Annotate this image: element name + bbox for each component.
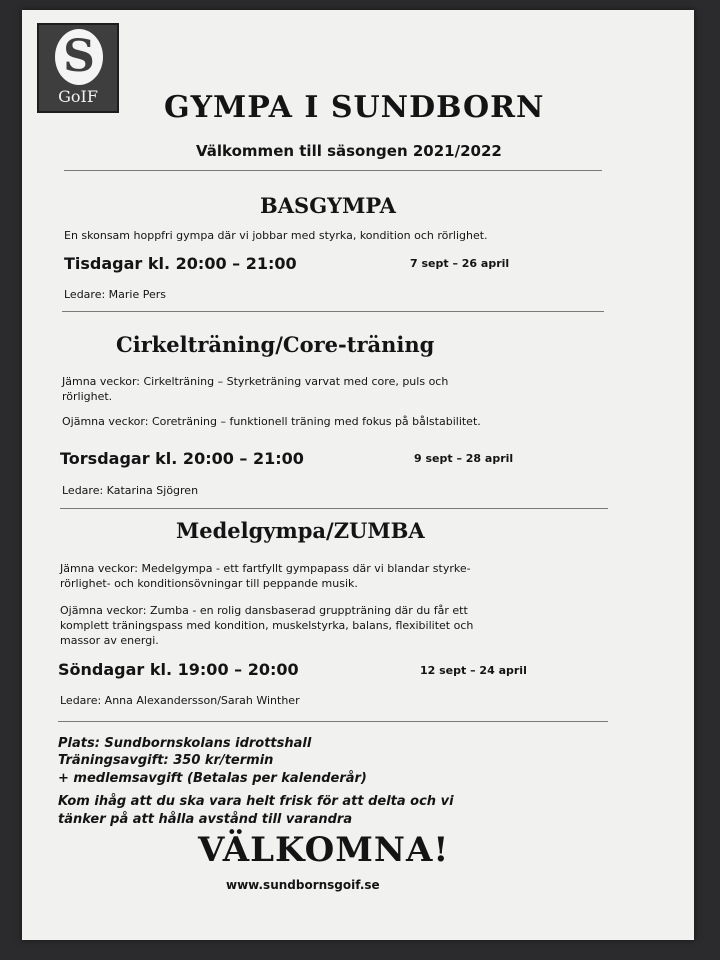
medel-even-line1: Jämna veckor: Medelgympa - ett fartfyllt gympapass där vi blandar styrke- [60,562,471,575]
season-subtitle: Välkommen till säsongen 2021/2022 [196,142,502,160]
divider [64,170,602,171]
logo-s-glyph: S [55,29,103,85]
medel-dates: 12 sept – 24 april [420,664,527,677]
basgympa-time: Tisdagar kl. 20:00 – 21:00 [64,254,297,273]
medel-odd-line3: massor av energi. [60,634,159,647]
medel-leader: Ledare: Anna Alexandersson/Sarah Winther [60,694,300,707]
logo-text: GoIF [58,87,98,106]
medel-even-line2: rörlighet- och konditionsövningar till peppande musik. [60,577,358,590]
medel-odd-line2: komplett träningspass med kondition, muskelstyrka, balans, flexibilitet och [60,619,474,632]
divider [60,508,608,509]
health-reminder-line2: tänker på att hålla avstånd till varandra [58,812,353,827]
location-info: Plats: Sundbornskolans idrottshall [58,736,312,751]
divider [58,721,608,722]
cirkel-dates: 9 sept – 28 april [414,452,514,465]
cirkel-even-line1: Jämna veckor: Cirkelträning – Styrketräning varvat med core, puls och [62,375,449,388]
medel-heading: Medelgympa/ZUMBA [176,518,425,543]
cirkel-odd: Ojämna veckor: Coreträning – funktionell träning med fokus på bålstabilitet. [62,415,481,428]
basgympa-dates: 7 sept – 26 april [410,257,510,270]
basgympa-heading: BASGYMPA [260,193,396,218]
cirkel-time: Torsdagar kl. 20:00 – 21:00 [60,449,304,468]
cirkel-leader: Ledare: Katarina Sjögren [62,484,199,497]
basgympa-leader: Ledare: Marie Pers [64,288,167,301]
cirkel-heading: Cirkelträning/Core-träning [116,332,435,357]
cirkel-even-line2: rörlighet. [62,390,113,403]
welcome-heading: VÄLKOMNA! [198,830,450,870]
club-logo [37,23,119,113]
health-reminder-line1: Kom ihåg att du ska vara helt frisk för att delta och vi [58,794,454,809]
medel-time: Söndagar kl. 19:00 – 20:00 [58,660,299,679]
fee-info: Träningsavgift: 350 kr/termin [58,753,274,768]
divider [62,311,604,312]
website-url: www.sundbornsgoif.se [226,878,380,892]
membership-info: + medlemsavgift (Betalas per kalenderår) [58,771,367,786]
page-title: GYMPA I SUNDBORN [164,90,545,125]
basgympa-description: En skonsam hoppfri gympa där vi jobbar med styrka, kondition och rörlighet. [64,229,488,242]
medel-odd-line1: Ojämna veckor: Zumba - en rolig dansbaserad gruppträning där du får ett [60,604,468,617]
